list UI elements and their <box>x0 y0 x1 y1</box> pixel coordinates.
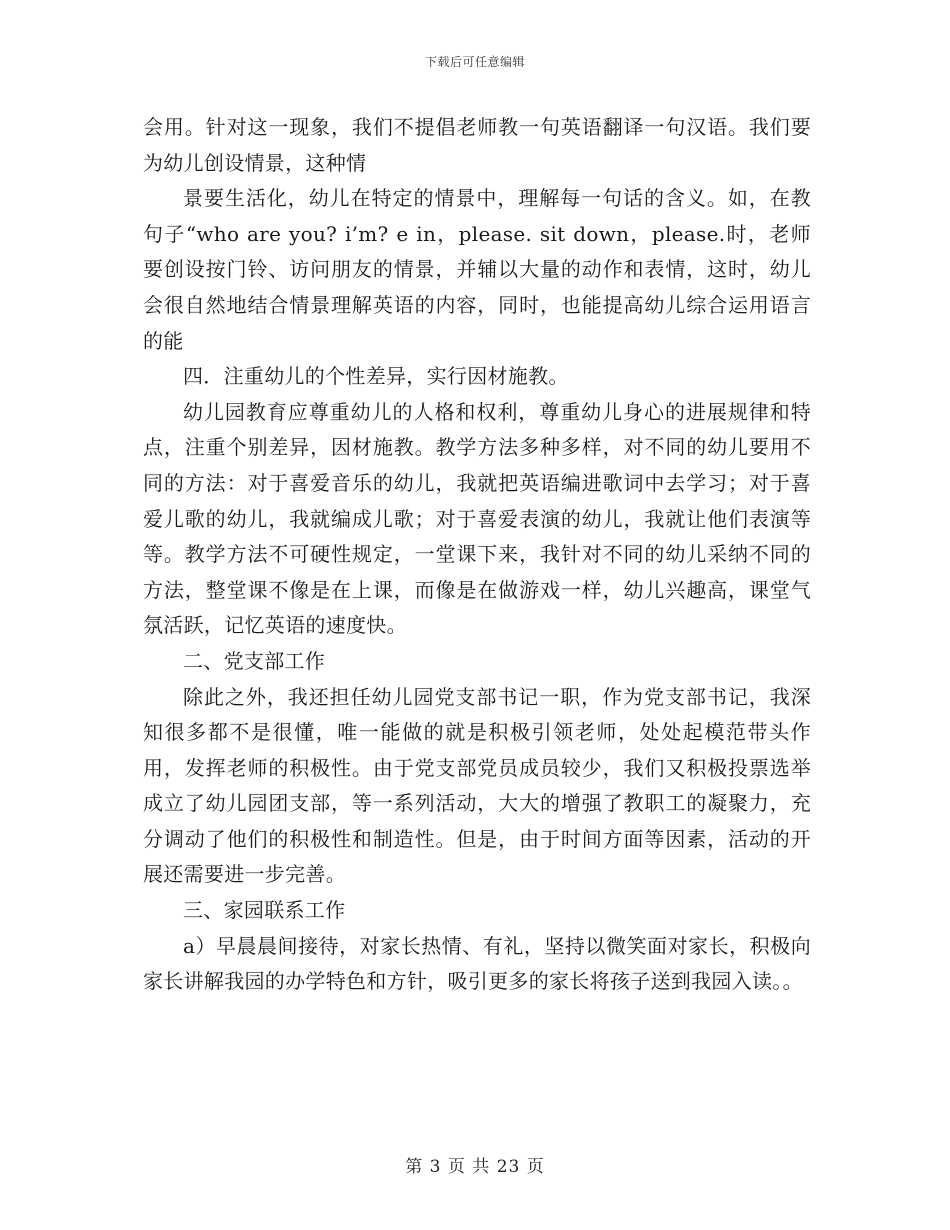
paragraph-5: a）早晨晨间接待，对家长热情、有礼，坚持以微笑面对家长，积极向家长讲解我园的办学特色和方针，吸引更多的家长将孩子送到我园入读。。 <box>143 933 811 994</box>
page-footer: 第 3 页 共 23 页 <box>405 1157 545 1177</box>
paragraph-1: 会用。针对这一现象，我们不提倡老师教一句英语翻译一句汉语。我们要为幼儿创设情景，这种情 <box>143 115 811 175</box>
section-heading-4: 四．注重幼儿的个性差异，实行因材施教。 <box>183 364 569 389</box>
paragraph-2: 景要生活化，幼儿在特定的情景中，理解每一句话的含义。如，在教句子“who are you? i’m? e in，please. sit down，please.时，老师要创设按门铃、访问朋友的情景，并辅以大量的动作和表情，这时，幼儿会很自然地结合情景理解英语的内容，同时，也能提高幼儿综合运用语言的能 <box>143 186 811 353</box>
section-heading-party: 二、党支部工作 <box>183 648 326 673</box>
paragraph-4: 除此之外，我还担任幼儿园党支部书记一职，作为党支部书记，我深知很多都不是很懂，唯一能做的就是积极引领老师，处处起模范带头作用，发挥老师的积极性。由于党支部党员成员较少，我们又积极投票选举成立了幼儿园团支部，等一系列活动，大大的增强了教职工的凝聚力，充分调动了他们的积极性和制造性。但是，由于时间方面等因素，活动的开展还需要进一步完善。 <box>143 684 811 887</box>
paragraph-3: 幼儿园教育应尊重幼儿的人格和权利，尊重幼儿身心的进展规律和特点，注重个别差异，因材施教。教学方法多种多样，对不同的幼儿要用不同的方法：对于喜爱音乐的幼儿，我就把英语编进歌词中去学习；对于喜爱儿歌的幼儿，我就编成儿歌；对于喜爱表演的幼儿，我就让他们表演等等。教学方法不可硬性规定，一堂课下来，我针对不同的幼儿采纳不同的方法，整堂课不像是在上课，而像是在做游戏一样，幼儿兴趣高，课堂气氛活跃，记忆英语的速度快。 <box>143 399 811 638</box>
document-body <box>143 110 811 1000</box>
section-heading-home: 三、家园联系工作 <box>183 898 346 923</box>
page-header: 下载后可任意编辑 <box>424 55 525 69</box>
